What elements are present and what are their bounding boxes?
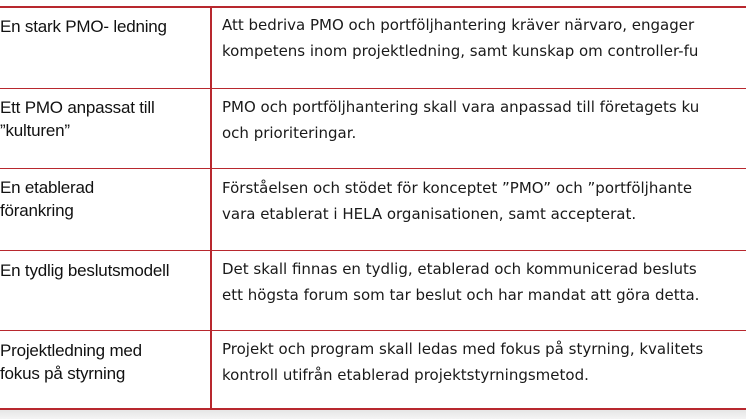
- row-label: [0, 339, 200, 385]
- row-label-line: En etablerad: [0, 178, 95, 197]
- row-description-line: PMO och portföljhantering skall vara anpassad till företagets ku: [222, 98, 700, 116]
- row-label: [0, 259, 200, 282]
- bottom-shadow: [0, 410, 746, 419]
- table-row: [0, 250, 746, 330]
- row-label: [0, 176, 200, 222]
- row-description-line: ett högsta forum som tar beslut och har mandat att göra detta.: [222, 286, 700, 304]
- table-row: [0, 88, 746, 168]
- row-label-line: Projektledning med: [0, 341, 142, 360]
- row-description: [222, 12, 746, 64]
- row-description-line: Att bedriva PMO och portföljhantering kräver närvaro, engager: [222, 16, 695, 34]
- table-row: [0, 8, 746, 88]
- table-row: [0, 168, 746, 250]
- row-label-line: ”kulturen”: [0, 121, 70, 140]
- row-description-line: vara etablerat i HELA organisationen, samt accepterat.: [222, 205, 637, 223]
- row-label-line: fokus på styrning: [0, 364, 126, 383]
- row-description-line: Det skall finnas en tydlig, etablerad och kommunicerad besluts: [222, 260, 697, 278]
- row-label: [0, 15, 200, 38]
- table-row: [0, 330, 746, 410]
- row-description-line: och prioriteringar.: [222, 124, 357, 142]
- row-description: [222, 94, 746, 146]
- row-description: [222, 256, 746, 308]
- pmo-requirements-table: [0, 6, 746, 410]
- row-description: [222, 336, 746, 388]
- row-description-line: kontroll utifrån etablerad projektstyrningsmetod.: [222, 366, 589, 384]
- row-label: [0, 96, 200, 142]
- row-description-line: Projekt och program skall ledas med fokus på styrning, kvalitets: [222, 340, 704, 358]
- row-description-line: kompetens inom projektledning, samt kunskap om controller-fu: [222, 42, 699, 60]
- row-description: [222, 175, 746, 227]
- row-label-line: Ett PMO anpassat till: [0, 98, 155, 117]
- row-description-line: Förståelsen och stödet för konceptet ”PMO” och ”portföljhante: [222, 179, 693, 197]
- row-label-line: En stark PMO- ledning: [0, 17, 167, 36]
- row-label-line: förankring: [0, 201, 74, 220]
- row-label-line: En tydlig beslutsmodell: [0, 261, 170, 280]
